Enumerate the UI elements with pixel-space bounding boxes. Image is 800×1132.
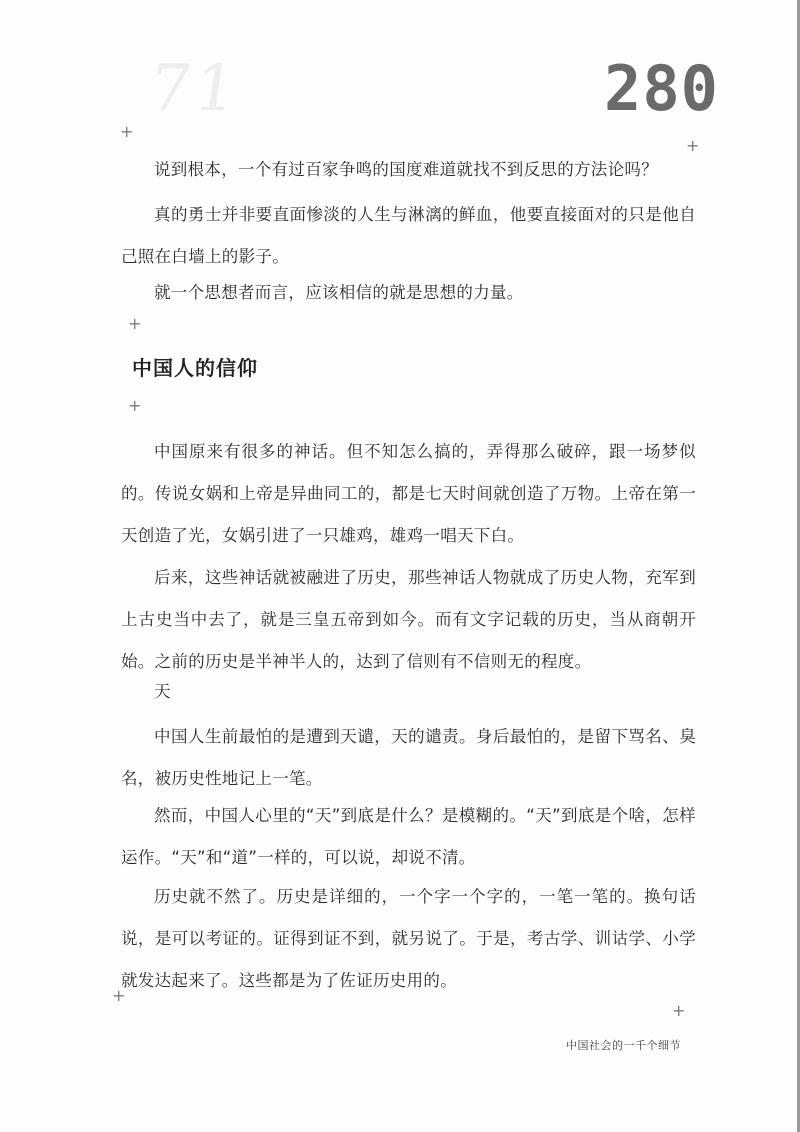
- intro-paragraph-3: 就一个思想者而言，应该相信的就是思想的力量。: [154, 283, 524, 302]
- crop-mark: +: [128, 314, 142, 333]
- section-paragraph-4: 然而，中国人心里的“天”到底是什么？是模糊的。“天”到底是个啥，怎样运作。“天”和“道”一样的，可以说，却说不清。: [121, 806, 696, 867]
- intro-paragraph-1: 说到根本，一个有过百家争鸣的国度难道就找不到反思的方法论吗？: [154, 160, 658, 179]
- faint-page-mark: 71: [144, 52, 245, 126]
- section-paragraph-2: 后来，这些神话就被融进了历史，那些神话人物就成了历史人物，充军到上古史当中去了，就是三皇五帝到如今。而有文字记载的历史，当从商朝开始。之前的历史是半神半人的，达到了信则有不信则无的程度。: [121, 568, 696, 671]
- section-paragraph-1: 中国原来有很多的神话。但不知怎么搞的，弄得那么破碎，跟一场梦似的。传说女娲和上帝是异曲同工的，都是七天时间就创造了万物。上帝在第一天创造了光，女娲引进了一只雄鸡，雄鸡一唱天下白。: [121, 442, 696, 545]
- crop-mark: +: [686, 136, 700, 155]
- crop-mark: +: [120, 122, 134, 141]
- subheading-tian: 天: [154, 682, 171, 701]
- section-paragraph-5: 历史就不然了。历史是详细的，一个字一个字的，一笔一笔的。换句话说，是可以考证的。证得到证不到，就另说了。于是，考古学、训诂学、小学就发达起来了。这些都是为了佐证历史用的。: [121, 887, 696, 990]
- crop-mark: +: [128, 396, 142, 415]
- section-title: 中国人的信仰: [132, 356, 258, 380]
- intro-paragraph-2: 真的勇士并非要直面惨淡的人生与淋漓的鲜血，他要直接面对的只是他自己照在白墙上的影子。: [121, 205, 696, 266]
- running-footer: 中国社会的一千个细节: [566, 1039, 681, 1052]
- section-paragraph-3: 中国人生前最怕的是遭到天谴，天的谴责。身后最怕的，是留下骂名、臭名，被历史性地记上一笔。: [121, 727, 696, 788]
- crop-mark: +: [672, 1001, 686, 1020]
- page-number: 280: [604, 52, 719, 125]
- crop-mark: +: [112, 986, 126, 1005]
